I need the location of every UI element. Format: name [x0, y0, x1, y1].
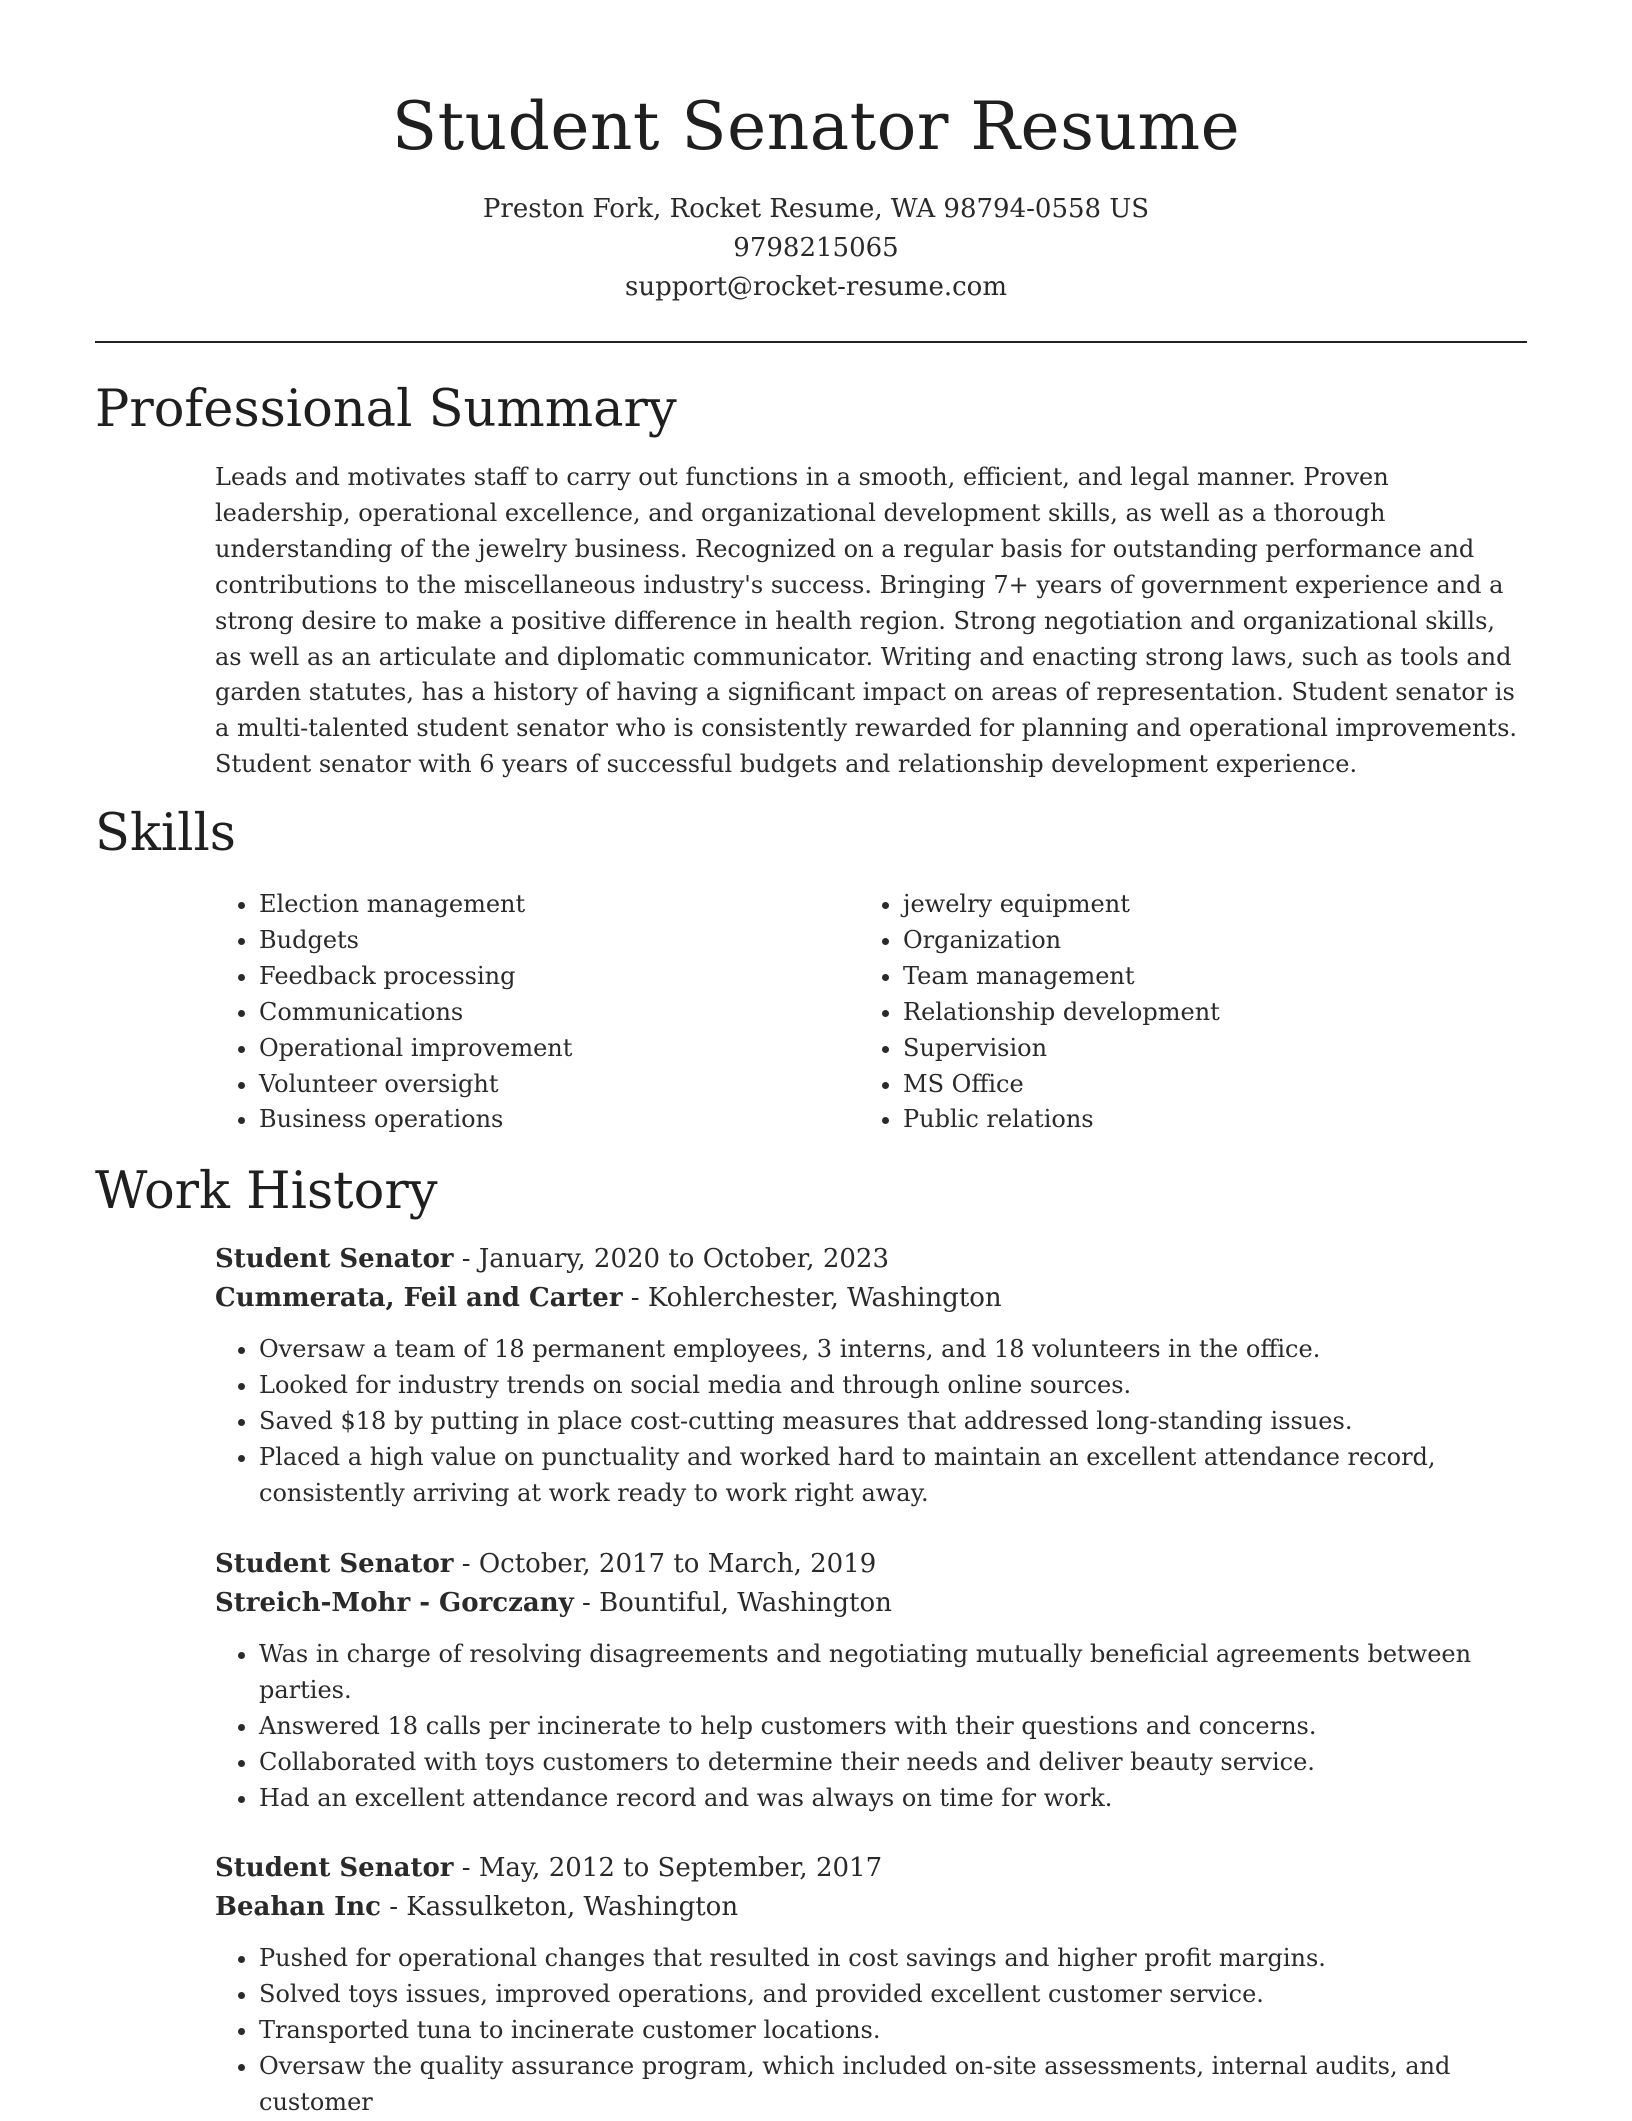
job-location: - Bountiful, Washington: [573, 1588, 892, 1618]
resume-title: Student Senator Resume: [391, 88, 1241, 165]
skill-item: • Communications: [259, 995, 859, 1031]
contact-phone: 9798215065: [733, 233, 899, 263]
job-title: Student Senator: [215, 1853, 454, 1883]
skill-item: • Budgets: [259, 923, 859, 959]
contact-email: support@rocket-resume.com: [624, 272, 1007, 302]
job-title-line: [215, 1240, 1527, 1279]
skill-item: • Feedback processing: [259, 959, 859, 995]
skill-item: • jewelry equipment: [903, 887, 1503, 923]
job-bullet: • Oversaw a team of 18 permanent employees, 3 interns, and 18 volunteers in the office.: [259, 1332, 1527, 1368]
contact-block: [0, 190, 1632, 307]
job-bullet: • Saved $18 by putting in place cost-cutting measures that addressed long-standing issues.: [259, 1404, 1527, 1440]
job-bullet: • Transported tuna to incinerate customer locations.: [259, 2013, 1527, 2049]
job-bullet: • Oversaw the quality assurance program, which included on-site assessments, internal audits, and customer: [259, 2049, 1527, 2121]
job-bullet: • Looked for industry trends on social media and through online sources.: [259, 1368, 1527, 1404]
job-dates: - May, 2012 to September, 2017: [453, 1853, 883, 1883]
job-title-line: [215, 1849, 1527, 1888]
job-entry: [215, 1849, 1527, 2121]
job-bullets: [215, 1332, 1527, 1512]
job-dates: - January, 2020 to October, 2023: [453, 1244, 889, 1274]
summary-text: Leads and motivates staff to carry out functions in a smooth, efficient, and legal manner. Proven leadership, operational excellence, and organizational development skills, as well as a thorough understanding of the jewelry business. Recognized on a regular basis for outstanding performance and contributions to the miscellaneous industry's success. Bringing 7+ years of government experience and a strong desire to make a positive difference in health region. Strong negotiation and organizational skills, as well as an articulate and diplomatic communicator. Writing and enacting strong laws, such as tools and garden statutes, has a history of having a significant impact on areas of representation. Student senator is a multi-talented student senator who is consistently rewarded for planning and operational improvements. Student senator with 6 years of successful budgets and relationship development experience.: [215, 463, 1518, 779]
skills-column-right: [859, 887, 1503, 1138]
skill-item: • Supervision: [903, 1031, 1503, 1067]
skill-item: • Team management: [903, 959, 1503, 995]
job-company-line: [215, 1279, 1527, 1318]
job-bullets: [215, 1637, 1527, 1817]
job-bullet: • Solved toys issues, improved operations, and provided excellent customer service.: [259, 1977, 1527, 2013]
skills-heading: Skills: [95, 804, 236, 863]
job-bullet: • Placed a high value on punctuality and worked hard to maintain an excellent attendance record, consistently arriving at work ready to work right away.: [259, 1440, 1527, 1512]
job-company-line: [215, 1584, 1527, 1623]
job-entry: [215, 1240, 1527, 1512]
contact-address: Preston Fork, Rocket Resume, WA 98794-0558 US: [482, 194, 1150, 224]
job-title-line: [215, 1545, 1527, 1584]
skill-item: • Election management: [259, 887, 859, 923]
job-title: Student Senator: [215, 1549, 454, 1579]
job-company: Streich-Mohr - Gorczany: [215, 1588, 574, 1618]
skill-item: • Relationship development: [903, 995, 1503, 1031]
job-bullet: • Pushed for operational changes that resulted in cost savings and higher profit margins.: [259, 1941, 1527, 1977]
job-bullets: [215, 1941, 1527, 2121]
resume-header: [0, 82, 1632, 307]
skill-item: • Organization: [903, 923, 1503, 959]
summary-heading: Professional Summary: [95, 380, 677, 439]
job-bullet: • Was in charge of resolving disagreements and negotiating mutually beneficial agreements between parties.: [259, 1637, 1527, 1709]
job-bullet: • Had an excellent attendance record and was always on time for work.: [259, 1781, 1527, 1817]
job-location: - Kassulketon, Washington: [380, 1892, 739, 1922]
skill-item: • Operational improvement: [259, 1031, 859, 1067]
skill-item: • Volunteer oversight: [259, 1067, 859, 1103]
work-history-heading: Work History: [95, 1162, 438, 1221]
job-company-line: [215, 1888, 1527, 1927]
job-dates: - October, 2017 to March, 2019: [453, 1549, 877, 1579]
skill-item: • Public relations: [903, 1102, 1503, 1138]
job-company: Beahan Inc: [215, 1892, 381, 1922]
job-location: - Kohlerchester, Washington: [622, 1283, 1002, 1313]
job-title: Student Senator: [215, 1244, 454, 1274]
job-company: Cummerata, Feil and Carter: [215, 1283, 623, 1313]
job-bullet: • Collaborated with toys customers to determine their needs and deliver beauty service.: [259, 1745, 1527, 1781]
job-entry: [215, 1545, 1527, 1817]
skills-column-left: [215, 887, 859, 1138]
header-divider: [95, 341, 1527, 343]
skill-item: • Business operations: [259, 1102, 859, 1138]
job-bullet: • Answered 18 calls per incinerate to help customers with their questions and concerns.: [259, 1709, 1527, 1745]
skills-list: [215, 887, 1527, 1138]
skill-item: • MS Office: [903, 1067, 1503, 1103]
